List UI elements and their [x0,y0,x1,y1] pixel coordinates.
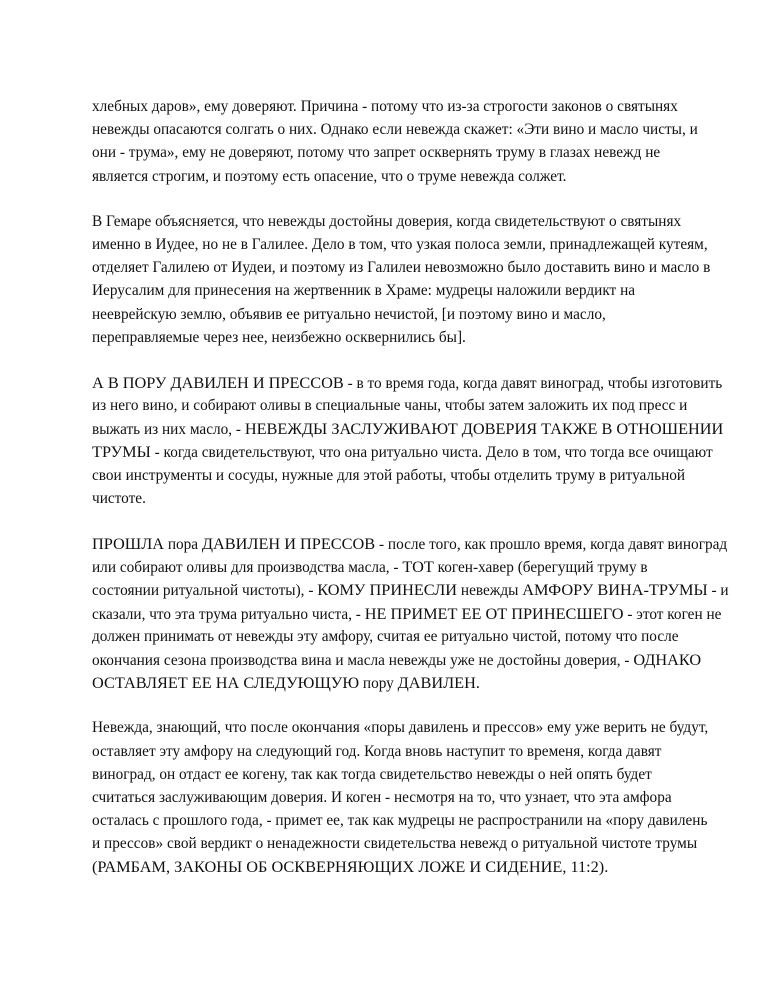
text-run: отделяет Галилею от Иудеи, и поэтому из Галилеи невозможно было доставить вино и масло в [92,259,711,277]
text-line [92,95,717,118]
text-run: Невежда, знающий, что после окончания «поры давилень и прессов» ему уже верить не будут, [92,719,709,737]
text-line [92,279,717,302]
text-run: осталась с прошлого года, - примет ее, так как мудрецы не распространили на «пору давилень [92,812,708,830]
mishnah-quote: ТОТ [402,557,434,577]
document-page [92,95,729,901]
text-line [92,832,717,855]
text-run: именно в Иудее, но не в Галилее. Дело в том, что узкая полоса земли, принадлежащей кутеям, [92,235,708,253]
text-line [92,855,717,878]
text-run: коген-хавер (берегущий труму в [433,559,648,577]
mishnah-quote: АМФОРУ ВИНА-ТРУМЫ [522,580,708,600]
text-line [92,303,717,326]
text-line [92,118,717,141]
text-run: В Гемаре объясняется, что невежды достойны доверия, когда свидетельствуют о святынях [92,212,682,230]
text-line [92,256,717,279]
text-line [92,487,717,510]
text-line [92,578,729,601]
text-run: - и [707,582,729,600]
text-run: Иерусалим для принесения на жертвенник в Храме: мудрецы наложили вердикт на [92,282,636,300]
mishnah-quote: НЕВЕЖДЫ ЗАСЛУЖИВАЮТ ДОВЕРИЯ ТАКЖЕ В ОТНОШЕНИИ [244,419,724,439]
text-line [92,394,717,417]
mishnah-quote: ОСТАВЛЯЕТ ЕЕ НА СЛЕДУЮЩУЮ [92,673,360,693]
mishnah-quote: ДАВИЛЕН. [397,673,480,693]
text-run: виноград, он отдаст ее когену, так как тогда свидетельство невежды о ней опять будет [92,765,652,783]
text-line [92,326,717,349]
text-run: пора [164,536,202,553]
paragraph-3 [92,371,724,510]
text-line [92,165,717,188]
text-line [92,440,717,463]
mishnah-quote: А В ПОРУ ДАВИЛЕН И ПРЕССОВ [92,372,344,392]
text-line [92,671,717,694]
text-run: из него вино, и собирают оливы в специальные чаны, чтобы затем заложить их под пресс и [92,397,688,415]
mishnah-quote: ПРОШЛА [92,534,164,553]
text-run: переправляемые через нее, неизбежно осквернились бы]. [92,328,466,346]
mishnah-quote: ОДНАКО [633,649,702,669]
text-run: чистоте. [92,489,146,507]
text-run: хлебных даров», ему доверяют. Причина - потому что из-за строгости законов о святынях [92,98,678,115]
text-line [92,809,717,832]
source-citation: (РАМБАМ, ЗАКОНЫ ОБ ОСКВЕРНЯЮЩИХ ЛОЖЕ И СИДЕНИЕ, 11:2). [92,857,609,877]
mishnah-quote: НЕ ПРИМЕТ ЕЕ ОТ ПРИНЕСШЕГО [364,603,624,623]
text-line [92,602,722,625]
mishnah-quote: ДАВИЛЕН И ПРЕССОВ [201,534,376,553]
text-run: является строгим, и поэтому есть опасение, что о труме невежда солжет. [92,167,567,185]
text-run: - когда свидетельствуют, что она ритуально чиста. Дело в том, что тогда все очищают [150,444,713,462]
paragraph-1 [92,95,717,188]
text-run: сказали, что эта трума ритуально чиста, - [92,605,365,623]
mishnah-quote: ТРУМЫ [92,442,151,462]
text-line [92,648,717,671]
text-run: невежды опасаются солгать о них. Однако если невежда скажет: «Эти вино и масло чисты, и [92,121,698,139]
text-run: оставляет эту амфору на следующий год. Когда вновь наступит то временя, когда давят [92,742,662,760]
text-line [92,417,724,440]
text-line [92,371,723,394]
text-run: нееврейскую землю, объявив ее ритуально нечистой, [и поэтому вино и масло, [92,305,606,323]
text-run: состоянии ритуальной чистоты), - [92,582,318,600]
paragraph-4 [92,532,729,694]
text-line [92,233,717,256]
text-run: они - трума», ему не доверяют, потому что запрет осквернять труму в глазах невежд не [92,144,661,162]
text-run: - этот коген не [623,605,722,623]
text-line [92,210,717,233]
text-line [92,763,717,786]
text-run: невежды [457,582,523,600]
mishnah-quote: КОМУ ПРИНЕСЛИ [317,580,458,600]
text-run: считаться заслуживающим доверия. И коген - несмотря на то, что узнает, что эта амфора [92,788,672,806]
text-line [92,464,717,487]
paragraph-5 [92,716,717,878]
text-run: свои инструменты и сосуды, нужные для этой работы, чтобы отделить труму в ритуальной [92,466,686,484]
text-run: выжать из них масло, - [92,421,245,439]
text-run: пору [359,675,398,693]
text-run: или собирают оливы для производства масла, - [92,559,403,577]
text-line [92,740,717,763]
text-line [92,716,717,739]
text-line [92,625,717,648]
text-line [92,141,717,164]
text-run: - в то время года, когда давят виноград, чтобы изготовить [343,374,723,392]
text-line [92,532,728,555]
text-line [92,786,717,809]
text-run: должен принимать от невежды эту амфору, считая ее ритуально чистой, потому что после [92,627,679,645]
text-run: и прессов» свой вердикт о ненадежности свидетельства невежд о ритуальной чистоте трумы [92,835,698,853]
text-run: окончания сезона производства вина и масла невежды уже не достойны доверия, - [92,651,634,669]
text-line [92,555,717,578]
paragraph-2 [92,210,717,349]
text-run: - после того, как прошло время, когда давят виноград [375,536,728,553]
